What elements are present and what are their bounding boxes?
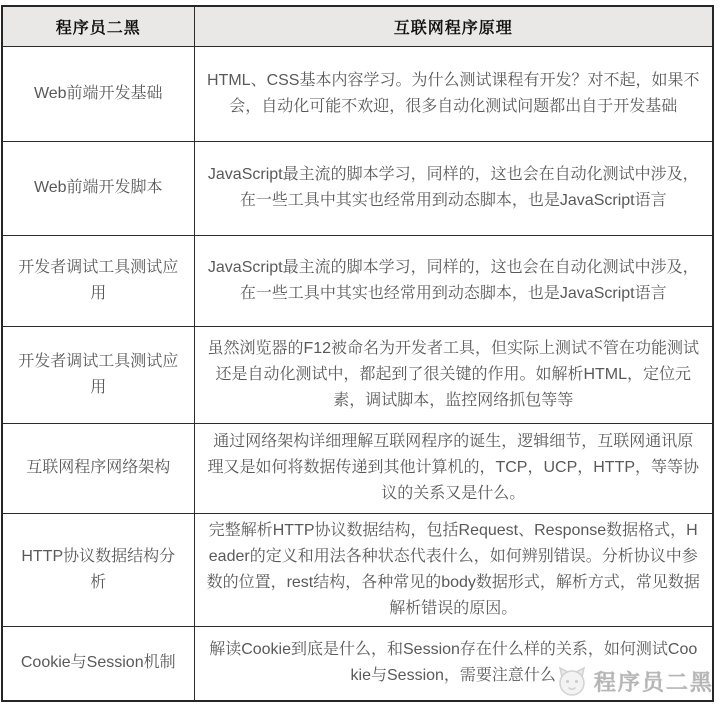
topic-cell: HTTP协议数据结构分析 (2, 513, 194, 626)
description-cell: 虽然浏览器的F12被命名为开发者工具，但实际上测试不管在功能测试还是自动化测试中，都起到了很关键的作用。如解析HTML，定位元素，调试脚本，监控网络抓包等等 (194, 326, 713, 423)
table-row (2, 235, 713, 326)
topic-cell: Cookie与Session机制 (2, 626, 194, 701)
topic-cell: Web前端开发基础 (2, 46, 194, 141)
description-cell: 解读Cookie到底是什么，和Session存在什么样的关系，如何测试Cookie与Session，需要注意什么 (194, 626, 713, 701)
description-cell: HTML、CSS基本内容学习。为什么测试课程有开发？对不起，如果不会，自动化可能不欢迎，很多自动化测试问题都出自于开发基础 (194, 46, 713, 141)
watermark-text: 程序员二黑 (593, 669, 714, 695)
table-row (2, 626, 713, 701)
description-cell: 完整解析HTTP协议数据结构，包括Request、Response数据格式，Header的定义和用法各种状态代表什么，如何辨别错误。分析协议中参数的位置，rest结构，各种常见的body数据形式，解析方式，常见数据解析错误的原因。 (194, 513, 713, 626)
table-header-row (2, 6, 713, 46)
header-cell-course-title: 互联网程序原理 (194, 6, 713, 46)
table-row (2, 46, 713, 141)
course-outline-table (1, 5, 714, 702)
table-row (2, 141, 713, 235)
table-row (2, 326, 713, 423)
topic-cell: 互联网程序网络架构 (2, 423, 194, 513)
topic-cell: 开发者调试工具测试应用 (2, 235, 194, 326)
topic-cell: Web前端开发脚本 (2, 141, 194, 235)
table-row (2, 423, 713, 513)
description-cell: 通过网络架构详细理解互联网程序的诞生，逻辑细节，互联网通讯原理又是如何将数据传递到其他计算机的，TCP，UCP，HTTP，等等协议的关系又是什么。 (194, 423, 713, 513)
description-cell: JavaScript最主流的脚本学习，同样的，这也会在自动化测试中涉及，在一些工具中其实也经常用到动态脚本，也是JavaScript语言 (194, 141, 713, 235)
header-cell-author: 程序员二黑 (2, 6, 194, 46)
topic-cell: 开发者调试工具测试应用 (2, 326, 194, 423)
description-cell: JavaScript最主流的脚本学习，同样的，这也会在自动化测试中涉及，在一些工具中其实也经常用到动态脚本，也是JavaScript语言 (194, 235, 713, 326)
table-row (2, 513, 713, 626)
